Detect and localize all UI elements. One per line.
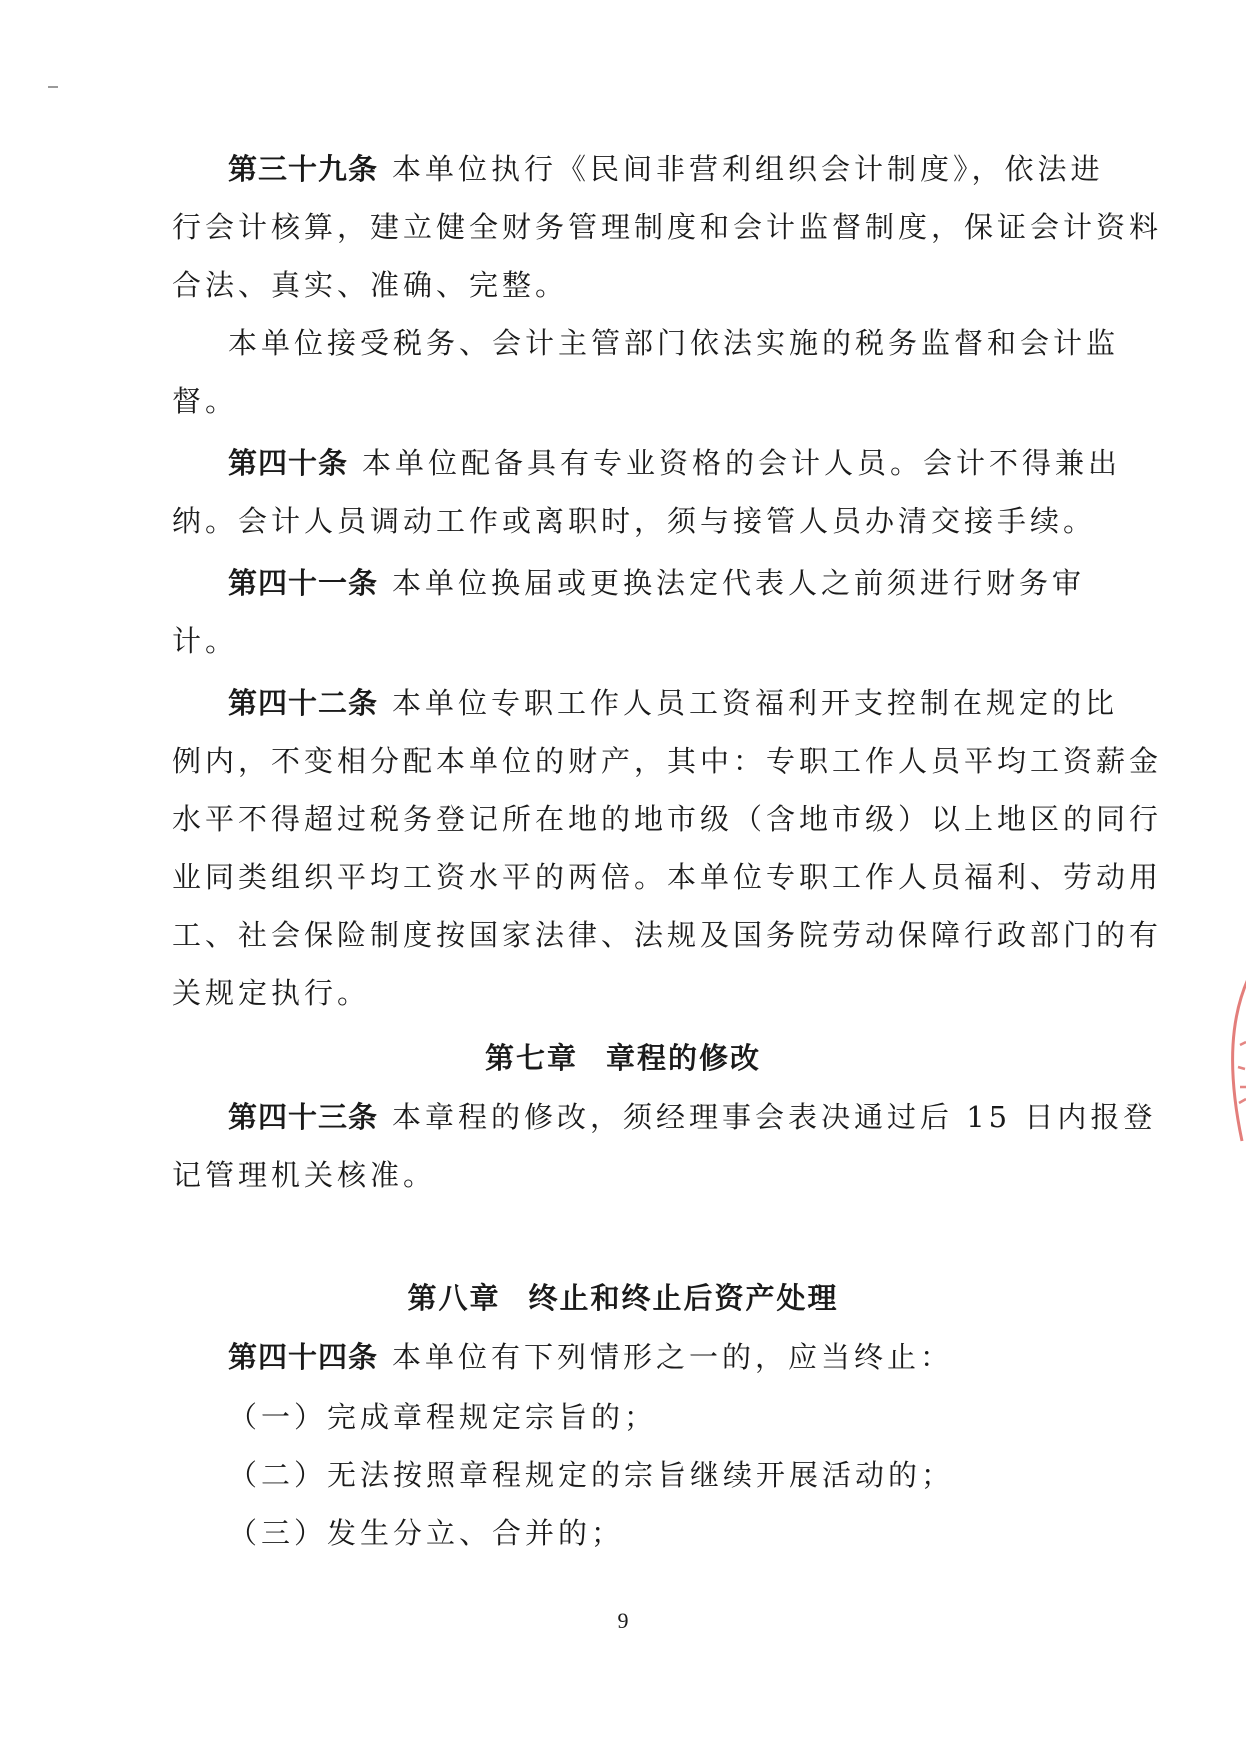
- chapter-7-number: 第七章: [484, 1041, 578, 1075]
- article-44-item-3: （三）发生分立、合并的；: [228, 1516, 625, 1550]
- chapter-7-title: 章程的修改: [606, 1041, 762, 1075]
- article-40-number: 第四十条: [228, 446, 349, 480]
- article-42-line-2: 例内，不变相分配本单位的财产，其中：专职工作人员平均工资薪金: [172, 744, 1163, 778]
- article-44-line-1: 第四十四条 本单位有下列情形之一的，应当终止：: [228, 1340, 954, 1374]
- article-39-line-1: 第三十九条 本单位执行《民间非营利组织会计制度》，依法进: [228, 152, 1104, 186]
- article-42-line-4: 业同类组织平均工资水平的两倍。本单位专职工作人员福利、劳动用: [172, 860, 1163, 894]
- article-43-number: 第四十三条: [228, 1100, 379, 1134]
- chapter-8-number: 第八章: [407, 1281, 501, 1315]
- article-41-line-2: 计。: [172, 624, 239, 658]
- page-number: 9: [617, 1608, 629, 1633]
- article-39-para-2-line-1: 本单位接受税务、会计主管部门依法实施的税务监督和会计监: [228, 326, 1120, 360]
- article-39-para-2-line-2: 督。: [172, 384, 239, 418]
- article-42-line-6: 关规定执行。: [172, 976, 371, 1010]
- article-42-line-3: 水平不得超过税务登记所在地的地市级（含地市级）以上地区的同行: [172, 802, 1163, 836]
- article-42-line-5: 工、社会保险制度按国家法律、法规及国务院劳动保障行政部门的有: [172, 918, 1163, 952]
- article-39-line-2: 行会计核算，建立健全财务管理制度和会计监督制度，保证会计资料: [172, 210, 1163, 244]
- article-41-number: 第四十一条: [228, 566, 379, 600]
- article-44-number: 第四十四条: [228, 1340, 379, 1374]
- chapter-8-title: 终止和终止后资产处理: [528, 1281, 839, 1315]
- scan-speck: [48, 86, 58, 88]
- article-39-number: 第三十九条: [228, 152, 379, 186]
- chapter-7-heading: [0, 1036, 1246, 1077]
- article-42-line-1: 第四十二条 本单位专职工作人员工资福利开支控制在规定的比: [228, 686, 1119, 720]
- article-44-item-1: （一）完成章程规定宗旨的；: [228, 1400, 658, 1434]
- article-40-line-2: 纳。会计人员调动工作或离职时，须与接管人员办清交接手续。: [172, 504, 1097, 538]
- article-42-number: 第四十二条: [228, 686, 379, 720]
- article-40-line-1: 第四十条 本单位配备具有专业资格的会计人员。会计不得兼出: [228, 446, 1122, 480]
- article-39-line-3: 合法、真实、准确、完整。: [172, 268, 569, 302]
- chapter-8-heading: [0, 1276, 1246, 1317]
- article-41-line-1: 第四十一条 本单位换届或更换法定代表人之前须进行财务审: [228, 566, 1086, 600]
- article-44-item-2: （二）无法按照章程规定的宗旨继续开展活动的；: [228, 1458, 955, 1492]
- article-43-line-1: 第四十三条 本章程的修改，须经理事会表决通过后 15 日内报登: [228, 1100, 1157, 1134]
- red-seal-stamp: [1222, 975, 1246, 1145]
- article-43-line-2: 记管理机关核准。: [172, 1158, 437, 1192]
